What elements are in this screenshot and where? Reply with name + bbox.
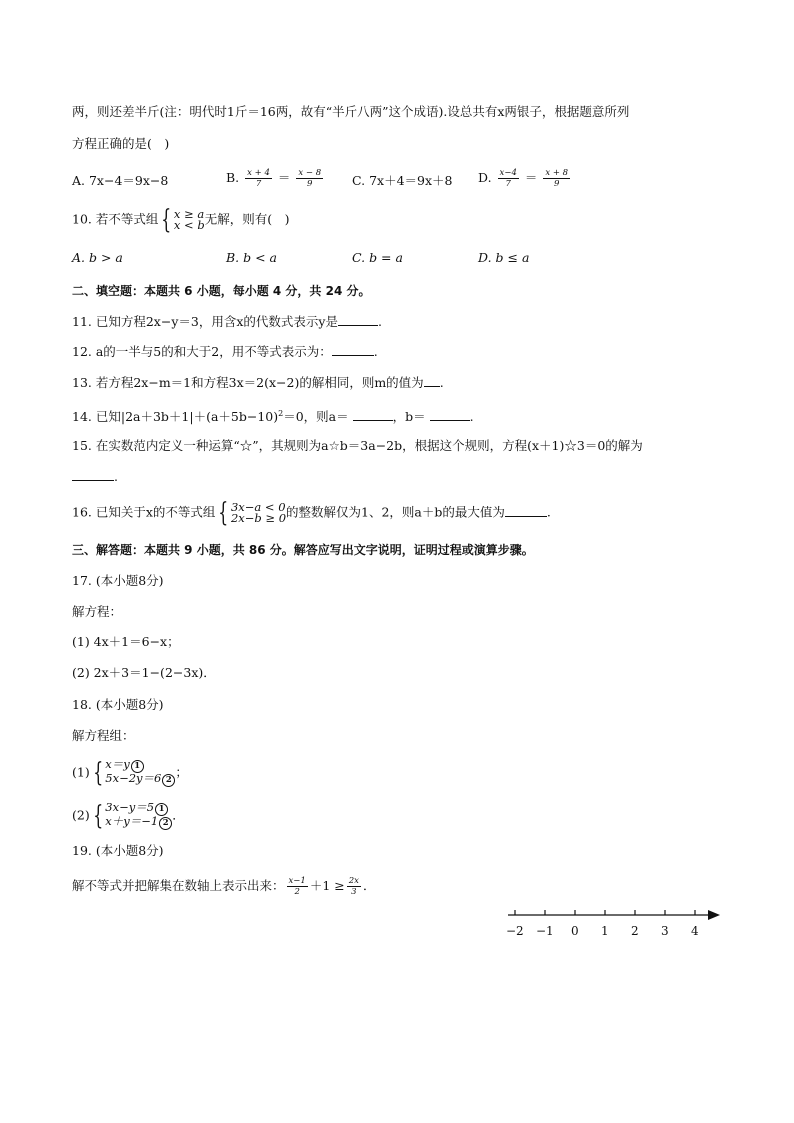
q14-text: 14. 已知|2a＋3b＋1|＋(a＋5b−10) — [72, 409, 279, 425]
q14: 14. 已知$|2a+3b+1|+(a+5b-10)^2=0$，则a＝ ，b＝ . — [72, 409, 474, 425]
q9-option-b-frac2 — [296, 168, 323, 189]
equation-text: x＋y＝−1 — [105, 814, 159, 828]
q17-head: 17. (本小题8分) — [72, 573, 164, 588]
q10-prefix: 10. 若不等式组 — [72, 211, 159, 227]
equals-sign: ＝ — [524, 170, 538, 185]
q19-text — [72, 876, 375, 897]
q9-option-b-label: B. — [226, 170, 240, 185]
frac-den: 9 — [307, 179, 313, 189]
q14-exponent: 2 — [278, 409, 284, 418]
q16-prefix: 16. 已知关于x的不等式组 — [72, 504, 216, 520]
frac-den: 3 — [351, 887, 357, 897]
axis-tick-label: 0 — [571, 924, 579, 938]
q19-frac2 — [347, 876, 361, 897]
system-row: 2x−b ≥ 0 — [230, 511, 287, 525]
equation-text: x＝y — [105, 757, 130, 771]
q10-system — [158, 205, 205, 235]
axis-ticks — [515, 910, 695, 915]
q10-option-c: C. b = a — [352, 250, 403, 265]
circled-two-icon: 2 — [159, 817, 172, 830]
axis-tick-label: 4 — [691, 924, 699, 938]
answer-blank[interactable] — [72, 468, 114, 481]
axis-tick-label: −2 — [506, 924, 524, 938]
system-row — [105, 773, 175, 787]
brace-icon: { — [161, 205, 172, 235]
brace-icon: { — [93, 758, 103, 788]
q19-head: 19. (本小题8分) — [72, 843, 164, 858]
q9-option-d-frac2 — [543, 168, 570, 189]
q10-option-b: B. b < a — [226, 250, 278, 265]
q18-intro: 解方程组： — [72, 728, 135, 743]
q9-line2: 方程正确的是( ) — [72, 136, 170, 151]
frac-num: x−1 — [288, 876, 306, 886]
q10-option-d: D. b ≤ a — [478, 250, 530, 265]
q17-intro: 解方程： — [72, 604, 123, 619]
q10-option-a: A. b > a — [72, 250, 123, 265]
part-label: (1) — [72, 764, 90, 780]
q18-system1 — [90, 759, 176, 787]
q17-part1: (1) 4x＋1＝6−x； — [72, 634, 180, 649]
axis-tick-label: 1 — [601, 924, 609, 938]
frac-num: x + 4 — [247, 168, 270, 178]
number-line-axis — [500, 905, 725, 925]
q9-option-d — [478, 168, 572, 189]
q12-text: 12. a的一半与5的和大于2，用不等式表示为： — [72, 344, 332, 359]
q19-mid: ＋1 ≥ — [309, 878, 345, 893]
q14-text-rest: ＝0，则a＝ — [283, 409, 349, 425]
answer-blank[interactable] — [332, 343, 374, 356]
system-row: 3x−a < 0 — [230, 500, 286, 514]
q9-option-b — [226, 168, 325, 189]
q12: 12. a的一半与5的和大于2，用不等式表示为： . — [72, 344, 378, 359]
brace-icon: { — [218, 498, 229, 528]
answer-blank-b[interactable] — [430, 408, 470, 421]
q11: 11. 已知方程2x−y＝3，用含x的代数式表示y是 . — [72, 314, 382, 329]
equation-text: 5x−2y＝6 — [105, 771, 162, 785]
q18-part2 — [72, 802, 185, 830]
q18-head: 18. (本小题8分) — [72, 697, 164, 712]
punctuation: ； — [175, 764, 188, 780]
q11-text: 11. 已知方程2x−y＝3，用含x的代数式表示y是 — [72, 314, 338, 329]
q18-system2 — [90, 802, 172, 830]
system-row: x < b — [173, 218, 205, 232]
q9-line1: 两，则还差半斤(注：明代时1斤＝16两，故有“半斤八两”这个成语).设总共有x两银子，根据题意所列 — [72, 104, 630, 119]
q13-text: 13. 若方程2x−m＝1和方程3x＝2(x−2)的解相同，则m的值为 — [72, 375, 424, 390]
answer-blank[interactable] — [338, 313, 378, 326]
system-row — [105, 816, 172, 830]
frac-num: 2x — [348, 876, 359, 886]
section-heading-fill-in: 二、填空题：本题共 6 小题，每小题 4 分，共 24 分。 — [72, 284, 371, 298]
q19-frac1 — [287, 876, 308, 897]
part-label: (2) — [72, 807, 90, 823]
circled-two-icon: 2 — [162, 774, 175, 787]
q9-option-a: A. 7x−4＝9x−8 — [72, 173, 169, 188]
system-row: x ≥ a — [173, 207, 205, 221]
q10-suffix: 无解，则有( ) — [204, 211, 290, 227]
q9-option-d-label: D. — [478, 170, 492, 185]
circled-one-icon: 1 — [155, 803, 168, 816]
q16: 16. 已知关于x的不等式组 { 3x−a < 0 2x−b ≥ 0 的整数解仅为1、2，则a＋b的最大值为 . — [72, 498, 551, 528]
q16-system — [215, 498, 287, 528]
axis-tick-label: 2 — [631, 924, 639, 938]
frac-den: 2 — [294, 887, 300, 897]
brace-icon: { — [93, 801, 103, 831]
frac-den: 7 — [255, 179, 262, 189]
q9-option-b-frac1 — [245, 168, 272, 189]
frac-num: x + 8 — [545, 168, 569, 178]
q14-text-mid: ，b＝ — [392, 409, 426, 425]
q18-part1 — [72, 759, 188, 787]
arrow-right-icon — [708, 910, 720, 920]
frac-num: x − 8 — [298, 168, 322, 178]
frac-den: 9 — [554, 179, 560, 189]
q16-suffix: 的整数解仅为1、2，则a＋b的最大值为 — [286, 504, 505, 520]
number-line — [500, 905, 725, 938]
frac-den: 7 — [505, 179, 511, 189]
punctuation: ． — [362, 878, 376, 893]
answer-blank[interactable] — [505, 504, 547, 517]
axis-tick-label: −1 — [536, 924, 554, 938]
q10-stem — [72, 205, 290, 235]
q9-option-c: C. 7x＋4＝9x＋8 — [352, 173, 453, 188]
q13: 13. 若方程2x−m＝1和方程3x＝2(x−2)的解相同，则m的值为 . — [72, 375, 444, 390]
axis-tick-label: 3 — [661, 924, 669, 938]
q17-part2: (2) 2x＋3＝1−(2−3x)． — [72, 665, 216, 680]
q19-instruction: 解不等式并把解集在数轴上表示出来： — [72, 878, 285, 893]
equation-text: 3x−y＝5 — [105, 800, 155, 814]
circled-one-icon: 1 — [131, 760, 144, 773]
q15-line1: 15. 在实数范内定义一种运算“☆”，其规则为a☆b＝3a−2b，根据这个规则，方程(x＋1)☆3＝0的解为 — [72, 438, 643, 453]
equals-sign: ＝ — [277, 170, 291, 185]
q9-option-d-frac1 — [498, 168, 519, 189]
q15-line2: . — [72, 468, 118, 486]
frac-num: x−4 — [499, 168, 517, 178]
section-heading-solve: 三、解答题：本题共 9 小题，共 86 分。解答应写出文字说明，证明过程或演算步骤。 — [72, 543, 534, 557]
answer-blank-a[interactable] — [353, 408, 393, 421]
punctuation: ． — [172, 807, 185, 823]
answer-blank[interactable] — [424, 374, 440, 387]
